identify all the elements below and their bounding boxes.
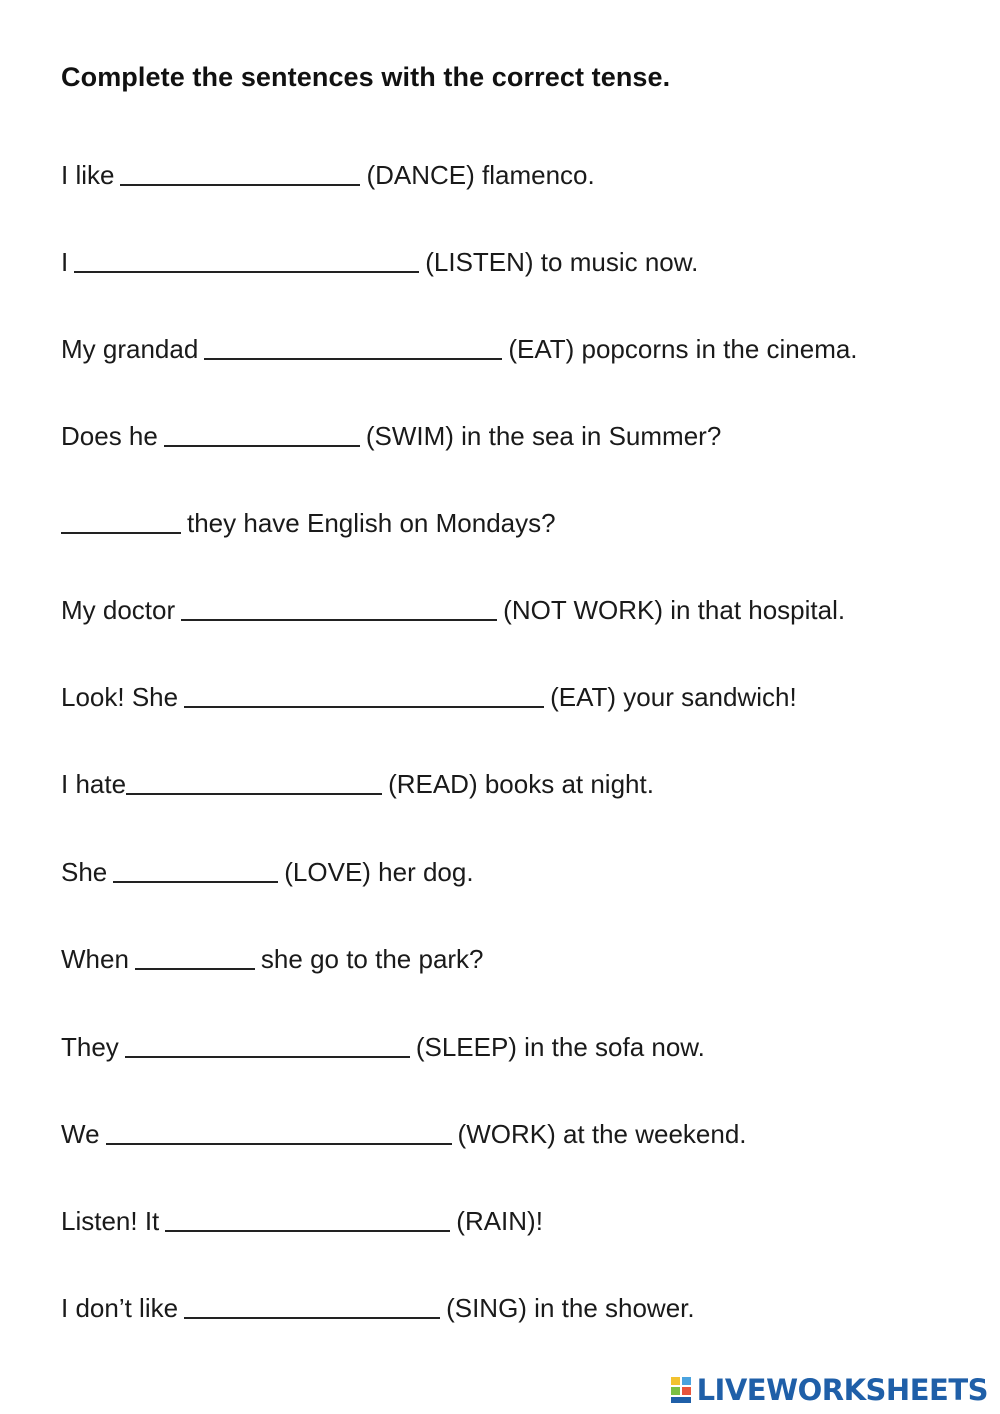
sentence-1 xyxy=(61,158,595,192)
sentence-11-after: (SLEEP) in the sofa now. xyxy=(415,1032,705,1062)
sentence-1-before: I like xyxy=(61,160,115,190)
sentence-8-after: (READ) books at night. xyxy=(388,769,654,799)
sentence-12 xyxy=(61,1117,747,1151)
sentence-9 xyxy=(61,855,474,889)
sentence-7 xyxy=(61,680,797,714)
answer-blank-10[interactable] xyxy=(135,944,255,970)
brand-name: LIVEWORKSHEETS xyxy=(696,1373,988,1407)
answer-blank-1[interactable] xyxy=(120,160,360,186)
sentence-14-before: I don’t like xyxy=(61,1293,179,1323)
answer-blank-3[interactable] xyxy=(204,334,502,360)
sentence-10-after: she go to the park? xyxy=(260,944,484,974)
sentence-3 xyxy=(61,332,858,366)
sentence-10 xyxy=(61,942,484,976)
answer-blank-11[interactable] xyxy=(125,1032,410,1058)
sentence-4 xyxy=(61,419,721,453)
sentence-10-before: When xyxy=(61,944,129,974)
sentence-14 xyxy=(61,1291,695,1325)
sentence-9-before: She xyxy=(61,857,108,887)
answer-blank-9[interactable] xyxy=(113,857,278,883)
sentence-14-after: (SING) in the shower. xyxy=(446,1293,695,1323)
answer-blank-7[interactable] xyxy=(184,682,544,708)
answer-blank-8[interactable] xyxy=(126,769,382,795)
sentence-3-before: My grandad xyxy=(61,334,199,364)
sentence-4-after: (SWIM) in the sea in Summer? xyxy=(365,421,722,451)
sentence-8-before: I hate xyxy=(61,769,127,799)
answer-blank-2[interactable] xyxy=(74,247,419,273)
sentence-1-after: (DANCE) flamenco. xyxy=(366,160,595,190)
answer-blank-6[interactable] xyxy=(181,595,497,621)
liveworksheets-logo xyxy=(671,1372,988,1408)
answer-blank-14[interactable] xyxy=(184,1293,440,1319)
sentence-13 xyxy=(61,1204,543,1238)
sentence-9-after: (LOVE) her dog. xyxy=(284,857,474,887)
sentence-6-after: (NOT WORK) in that hospital. xyxy=(503,595,846,625)
liveworksheets-icon xyxy=(671,1375,693,1405)
sentence-13-before: Listen! It xyxy=(61,1206,160,1236)
sentence-2 xyxy=(61,245,698,279)
sentence-2-before: I xyxy=(61,247,69,277)
sentence-11 xyxy=(61,1030,705,1064)
sentence-5 xyxy=(61,506,556,540)
sentence-12-after: (WORK) at the weekend. xyxy=(457,1119,747,1149)
sentence-6 xyxy=(61,593,845,627)
sentence-5-after: they have English on Mondays? xyxy=(187,508,556,538)
sentence-6-before: My doctor xyxy=(61,595,176,625)
sentence-13-after: (RAIN)! xyxy=(456,1206,543,1236)
sentence-12-before: We xyxy=(61,1119,100,1149)
page-title: Complete the sentences with the correct tense. xyxy=(61,62,671,92)
sentence-11-before: They xyxy=(61,1032,119,1062)
answer-blank-5[interactable] xyxy=(61,508,181,534)
answer-blank-12[interactable] xyxy=(106,1119,452,1145)
sentence-7-after: (EAT) your sandwich! xyxy=(550,682,797,712)
sentence-8 xyxy=(61,767,654,801)
sentence-7-before: Look! She xyxy=(61,682,179,712)
sentence-3-after: (EAT) popcorns in the cinema. xyxy=(508,334,858,364)
answer-blank-4[interactable] xyxy=(164,421,360,447)
sentence-2-after: (LISTEN) to music now. xyxy=(425,247,699,277)
answer-blank-13[interactable] xyxy=(165,1206,450,1232)
sentence-4-before: Does he xyxy=(61,421,158,451)
